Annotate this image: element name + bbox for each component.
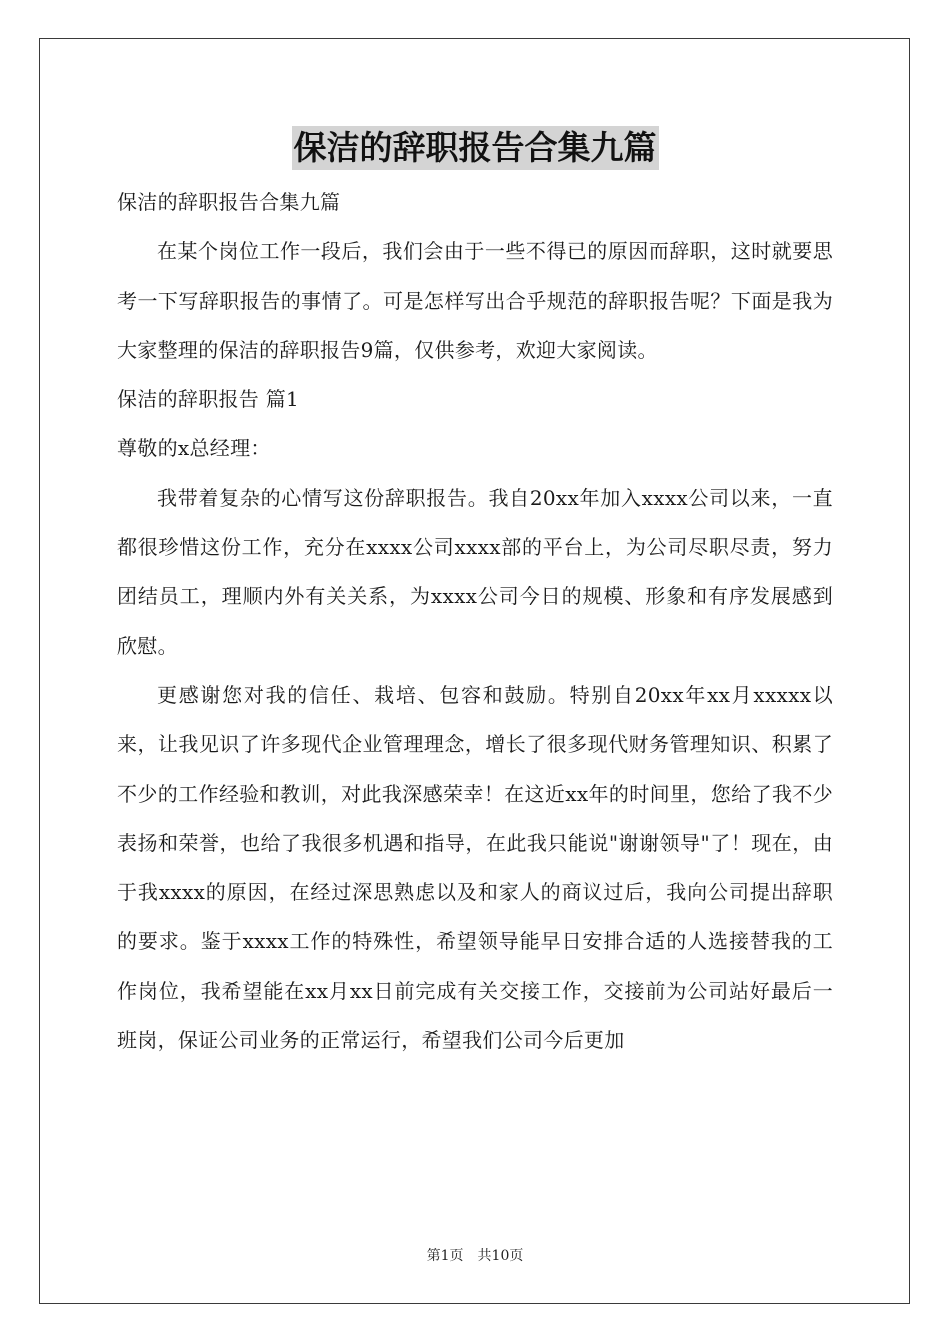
paragraph: 在某个岗位工作一段后，我们会由于一些不得已的原因而辞职，这时就要思考一下写辞职报告的事情了。可是怎样写出合乎规范的辞职报告呢？下面是我为大家整理的保洁的辞职报告9篇，仅供参考，欢迎大家阅读。 — [117, 239, 833, 362]
paragraph: 保洁的辞职报告 篇1 — [117, 387, 300, 412]
paragraph: 尊敬的x总经理： — [117, 436, 271, 461]
page-footer — [0, 1246, 950, 1266]
paragraph: 我带着复杂的心情写这份辞职报告。我自20xx年加入xxxx公司以来，一直都很珍惜这份工作，充分在xxxx公司xxxx部的平台上，为公司尽职尽责，努力团结员工，理顺内外有关关系，为xxxx公司今日的规模、形象和有序发展感到欣慰。 — [117, 485, 833, 658]
paragraph: 更感谢您对我的信任、栽培、包容和鼓励。特别自20xx年xx月xxxxx以来，让我见识了许多现代企业管理理念，增长了很多现代财务管理知识、积累了不少的工作经验和教训，对此我深感荣幸！在这近xx年的时间里，您给了我不少表扬和荣誉，也给了我很多机遇和指导，在此我只能说"谢谢领导"了！现在，由于我xxxx的原因，在经过深思熟虑以及和家人的商议过后，我向公司提出辞职的要求。鉴于xxxx工作的特殊性，希望领导能早日安排合适的人选接替我的工作岗位，我希望能在xx月xx日前完成有关交接工作，交接前为公司站好最后一班岗，保证公司业务的正常运行，希望我们公司今后更加 — [117, 682, 833, 1053]
page-title: 保洁的辞职报告合集九篇 — [292, 126, 659, 170]
paragraph: 保洁的辞职报告合集九篇 — [117, 190, 341, 214]
page-total: 共10页 — [477, 1248, 524, 1264]
page-number: 第1页 — [426, 1248, 464, 1264]
document-body — [117, 178, 833, 1065]
title-container — [0, 126, 950, 170]
